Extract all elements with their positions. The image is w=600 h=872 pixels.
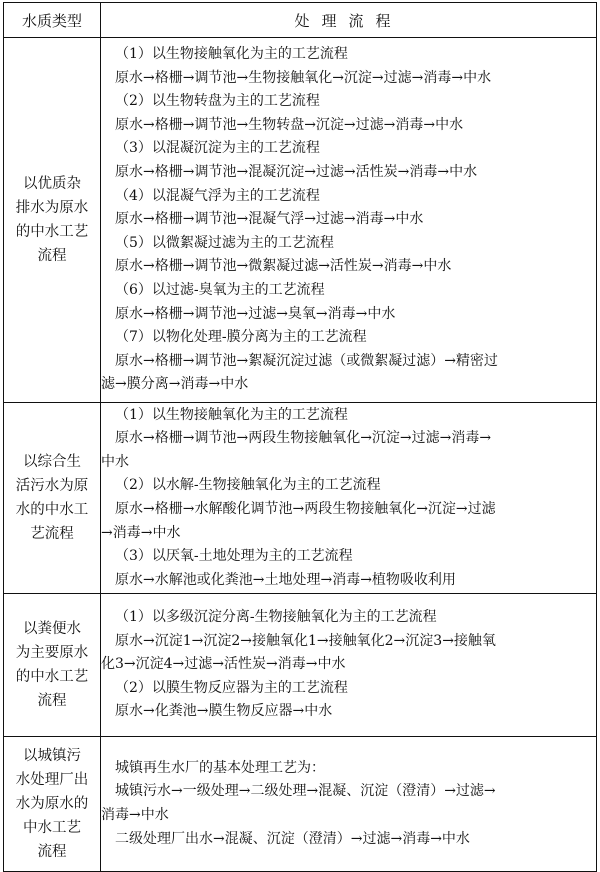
water-type-line: 的中水工艺 [15,224,89,240]
process-title: （2）以生物转盘为主的工艺流程 [115,93,320,110]
water-type-line: 水为原水的 [15,796,89,812]
table-row [4,594,597,737]
process-title: （4）以混凝气浮为主的工艺流程 [115,187,320,204]
process-title: （5）以微絮凝过滤为主的工艺流程 [115,234,334,251]
header-water-type: 水质类型 [4,3,101,38]
water-type-cell [4,594,101,737]
process-flow-line: 消毒→中水 [101,807,169,823]
process-flow-line: →消毒→中水 [101,524,181,541]
process-title: （6）以过滤-臭氧为主的工艺流程 [115,281,325,298]
process-title: （1）以生物接触氧化为主的工艺流程 [115,406,348,423]
water-type-line: 以优质杂 [23,176,81,192]
water-type-line: 流程 [37,693,67,709]
process-flow-line: 二级处理厂出水→混凝、沉淀（澄清）→过滤→消毒→中水 [115,830,470,847]
process-title: （1）以多级沉淀分离-生物接触氧化为主的工艺流程 [115,609,437,626]
process-flow-line: 原水→格栅→调节池→混凝沉淀→过滤→活性炭→消毒→中水 [115,164,478,181]
process-flow-line: 原水→沉淀1→沉淀2→接触氧化1→接触氧化2→沉淀3→接触氧 [115,632,496,649]
header-process-flow: 处理流程 [101,3,597,38]
process-flow-cell [101,403,597,594]
table-row [4,737,597,872]
process-note: 城镇再生水厂的基本处理工艺为： [115,759,325,776]
process-flow-line: 原水→格栅→调节池→生物转盘→沉淀→过滤→消毒→中水 [115,116,464,133]
process-flow-line: 原水→格栅→调节池→微絮凝过滤→活性炭→消毒→中水 [115,258,452,275]
process-title: （3）以混凝沉淀为主的工艺流程 [115,140,320,157]
process-title: （1）以生物接触氧化为主的工艺流程 [115,46,348,63]
water-type-line: 活污水为原 [15,478,89,494]
process-flow-line: 中水 [101,453,129,470]
process-flow-line: 城镇污水→一级处理→二级处理→混凝、沉淀（澄清）→过滤→ [115,783,496,800]
water-type-line: 以综合生 [23,454,81,470]
water-type-line: 流程 [37,248,67,264]
process-flow-line: 原水→格栅→调节池→两段生物接触氧化→沉淀→过滤→消毒→ [115,430,492,447]
water-type-line: 的中水工艺 [15,669,89,685]
water-type-line: 流程 [37,844,67,860]
water-type-line: 水的中水工 [15,502,89,518]
water-type-line: 艺流程 [30,526,74,542]
process-title: （2）以膜生物反应器为主的工艺流程 [115,679,348,696]
process-flow-line: 滤→膜分离→消毒→中水 [101,376,249,393]
process-flow-cell [101,38,597,403]
water-type-line: 排水为原水 [15,200,89,216]
process-flow-line: 原水→格栅→调节池→生物接触氧化→沉淀→过滤→消毒→中水 [115,69,492,86]
water-type-cell [4,38,101,403]
water-type-cell [4,403,101,594]
process-flow-line: 原水→格栅→调节池→混凝气浮→过滤→消毒→中水 [115,211,424,228]
water-type-line: 水处理厂出 [15,772,89,788]
process-title: （2）以水解-生物接触氧化为主的工艺流程 [115,477,381,494]
process-flow-cell [101,737,597,872]
table-row [4,38,597,403]
process-flow-line: 原水→格栅→调节池→过滤→臭氧→消毒→中水 [115,305,396,322]
process-flow-cell [101,594,597,737]
process-flow-line: 化3→沉淀4→过滤→活性炭→消毒→中水 [101,656,346,673]
process-flow-line: 原水→水解池或化粪池→土地处理→消毒→植物吸收利用 [115,571,456,588]
process-title: （7）以物化处理-膜分离为主的工艺流程 [115,329,367,346]
process-flow-line: 原水→化粪池→膜生物反应器→中水 [115,703,333,720]
water-type-line: 以粪便水 [23,621,81,637]
water-treatment-process-table [3,2,597,872]
table-row [4,403,597,594]
water-type-line: 以城镇污 [23,748,81,764]
water-type-line: 为主要原水 [15,645,89,661]
water-type-line: 中水工艺 [23,820,81,836]
process-flow-line: 原水→格栅→调节池→絮凝沉淀过滤（或微絮凝过滤）→精密过 [115,352,498,369]
process-flow-line: 原水→格栅→水解酸化调节池→两段生物接触氧化→沉淀→过滤 [115,501,496,517]
water-type-cell [4,737,101,872]
process-title: （3）以厌氧-土地处理为主的工艺流程 [115,548,353,565]
table-header-row [4,3,597,38]
